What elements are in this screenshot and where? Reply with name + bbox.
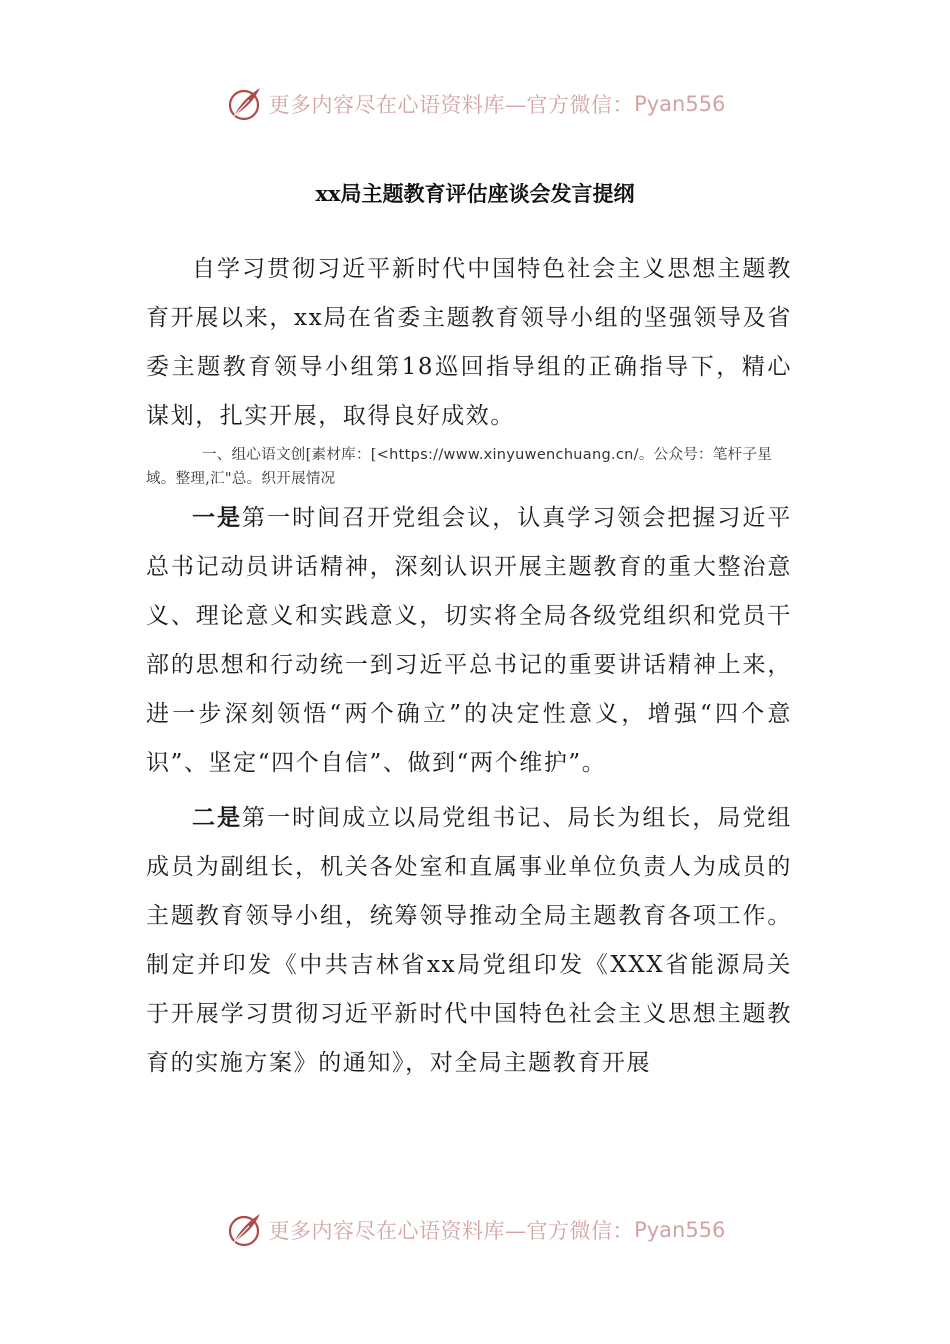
point-two-text: 第一时间成立以局党组书记、局长为组长，局党组成员为副组长，机关各处室和直属事业单位负责人为成员的主题教育领导小组，统筹领导推动全局主题教育各项工作。制定并印发《中共吉林省xx局党组印发《XXX省能源局关于开展学习贯彻习近平新时代中国特色社会主义思想主题教育的实施方案》的通知》，对全局主题教育开展: [146, 805, 793, 1076]
note-prefix: 一、组心语文创[素材库：[<: [202, 447, 390, 463]
watermark-banner-bottom: [0, 1208, 950, 1252]
document-title: xx局主题教育评估座谈会发言提纲: [315, 181, 635, 206]
quill-logo-icon: [225, 1210, 265, 1250]
watermark-wechat-id: Pyan556: [634, 1218, 726, 1242]
note-suffix: 。公众号：笔杆子星域。整理,汇"总。织开展情况: [146, 447, 773, 487]
watermark-text: 更多内容尽在心语资料库—官方微信：: [268, 93, 635, 117]
point-two-paragraph: [146, 793, 792, 1088]
quill-logo-icon: [225, 84, 265, 124]
watermark-banner-top: [0, 82, 950, 126]
point-one-paragraph: [146, 493, 792, 788]
point-one-text: 第一时间召开党组会议，认真学习领会把握习近平总书记动员讲话精神，深刻认识开展主题教育的重大整治意义、理论意义和实践意义，切实将全局各级党组织和党员干部的思想和行动统一到习近平总书记的重要讲话精神上来，进一步深刻领悟“两个确立”的决定性意义，增强“四个意识”、坚定“四个自信”、做到“两个维护”。: [146, 505, 793, 776]
note-url-link[interactable]: https://www.xinyuwenchuang.cn/: [389, 447, 639, 463]
watermark-wechat-id: Pyan556: [634, 92, 726, 116]
point-one-lead: 一是: [192, 504, 243, 531]
section-heading-note: [146, 443, 796, 491]
point-two-lead: 二是: [192, 804, 243, 831]
watermark-text: 更多内容尽在心语资料库—官方微信：: [268, 1219, 635, 1243]
intro-paragraph: 自学习贯彻习近平新时代中国特色社会主义思想主题教育开展以来，xx局在省委主题教育领导小组的坚强领导及省委主题教育领导小组第18巡回指导组的正确指导下，精心谋划，扎实开展，取得良好成效。: [146, 256, 792, 429]
